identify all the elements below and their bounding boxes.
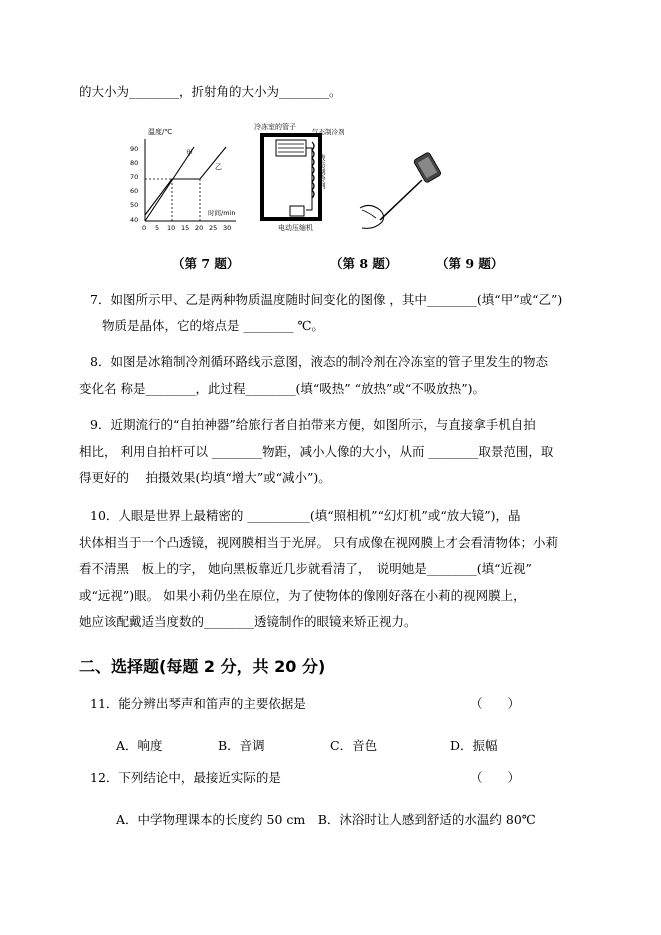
fig7-y-ticks xyxy=(130,145,138,224)
q12-options-line: A．中学物理课本的长度约 50 cm B．沐浴时让人感到舒适的水温约 80℃ xyxy=(116,812,536,827)
fig8-label-side: 液态制冷剂 xyxy=(318,154,326,189)
fig7-ytick: 80 xyxy=(130,159,139,167)
hand-icon xyxy=(360,205,384,228)
fig7-xtick: 30 xyxy=(223,224,232,232)
q10-line-2: 状体相当于一个凸透镜，视网膜相当于光屏。 只有成像在视网膜上才会看清物体；小莉 xyxy=(79,535,558,550)
q11-option-c: C．音色 xyxy=(330,738,378,753)
q10-line-4: 或“远视”)眼。 如果小莉仍坐在原位，为了使物体的像刚好落在小莉的视网膜上， xyxy=(79,588,526,603)
q7-line-2: 物质是晶体，它的熔点是 ________ ℃。 xyxy=(102,318,324,333)
fig8-side-label xyxy=(318,153,327,190)
figure-8-fridge-diagram xyxy=(250,120,360,232)
fig7-ytick: 70 xyxy=(130,173,139,181)
caption-fig7: （第 7 题） xyxy=(172,256,240,271)
fig8-label-bottom: 电动压缩机 xyxy=(278,224,313,232)
q8-line-2: 变化名 称是________，此过程________(填“吸热” “放热”或“不吸放热”)。 xyxy=(79,381,486,396)
q10-line-3: 看不清黑 板上的字， 她向黑板靠近几步就看清了， 说明她是________(填“近视” xyxy=(79,561,532,576)
fig7-ytick: 90 xyxy=(130,145,139,153)
fig7-series-jia xyxy=(145,147,194,221)
fig8-label-top: 冷冻室的管子 xyxy=(254,123,296,131)
q12-bracket: （ ） xyxy=(470,770,521,785)
figure-7-graph xyxy=(118,125,243,237)
fig7-x-label: 时间/min xyxy=(208,209,236,217)
q11-bracket: （ ） xyxy=(470,696,521,711)
q7-line-1: 7．如图所示甲、乙是两种物质温度随时间变化的图像 ，其中________(填“甲”或“乙”) xyxy=(90,292,563,307)
q8-line-1: 8．如图是冰箱制冷剂循环路线示意图，液态的制冷剂在冷冻室的管子里发生的物态 xyxy=(90,354,548,369)
fig7-xtick: 25 xyxy=(209,224,218,232)
caption-fig8: （第 8 题） xyxy=(330,256,398,271)
q10-line-5: 她应该配戴适当度数的________透镜制作的眼镜来矫正视力。 xyxy=(79,614,417,629)
fig7-xtick: 10 xyxy=(167,224,176,232)
top-line: 的大小为________，折射角的大小为________。 xyxy=(79,84,342,99)
q10-line-1: 10．人眼是世界上最精密的 __________(填“照相机”“幻灯机”或“放大镜”)，晶 xyxy=(90,508,521,523)
q11-stem: 11．能分辨出琴声和笛声的主要依据是 xyxy=(90,696,306,711)
fig7-label-jia: 甲 xyxy=(186,149,193,157)
fig7-x-ticks xyxy=(142,224,231,232)
fig7-xtick: 5 xyxy=(155,224,160,232)
fig7-xtick: 15 xyxy=(181,224,190,232)
figure-9-selfie-stick xyxy=(352,148,447,238)
q11-option-a: A．响度 xyxy=(116,738,163,753)
section-2-title: 二、选择题(每题 2 分，共 20 分) xyxy=(79,657,326,676)
fig7-ytick: 40 xyxy=(130,216,139,224)
q9-line-2: 相比， 利用自拍杆可以 ________物距，减小人像的大小，从而 ________取景范围，取 xyxy=(79,444,554,459)
q11-option-b: B．音调 xyxy=(218,738,265,753)
fig7-xtick: 0 xyxy=(142,224,147,232)
q9-line-3: 得更好的 拍摄效果(均填“增大”或“减小”)。 xyxy=(79,470,331,485)
caption-fig9: （第 9 题） xyxy=(436,256,504,271)
fig7-ytick: 60 xyxy=(130,187,139,195)
q9-line-1: 9．近期流行的“自拍神器”给旅行者自拍带来方便，如图所示，与直接拿手机自拍 xyxy=(90,417,536,432)
fig7-y-label: 温度/℃ xyxy=(148,128,173,136)
fig7-ytick: 50 xyxy=(130,201,139,209)
fig7-xtick: 20 xyxy=(195,224,204,232)
fig7-label-yi: 乙 xyxy=(215,163,222,171)
q12-stem: 12．下列结论中，最接近实际的是 xyxy=(90,770,281,785)
q11-option-d: D．振幅 xyxy=(450,738,498,753)
fig7-series-yi xyxy=(145,147,226,215)
fig8-label-right-top: 气态制冷剂 xyxy=(312,128,345,136)
